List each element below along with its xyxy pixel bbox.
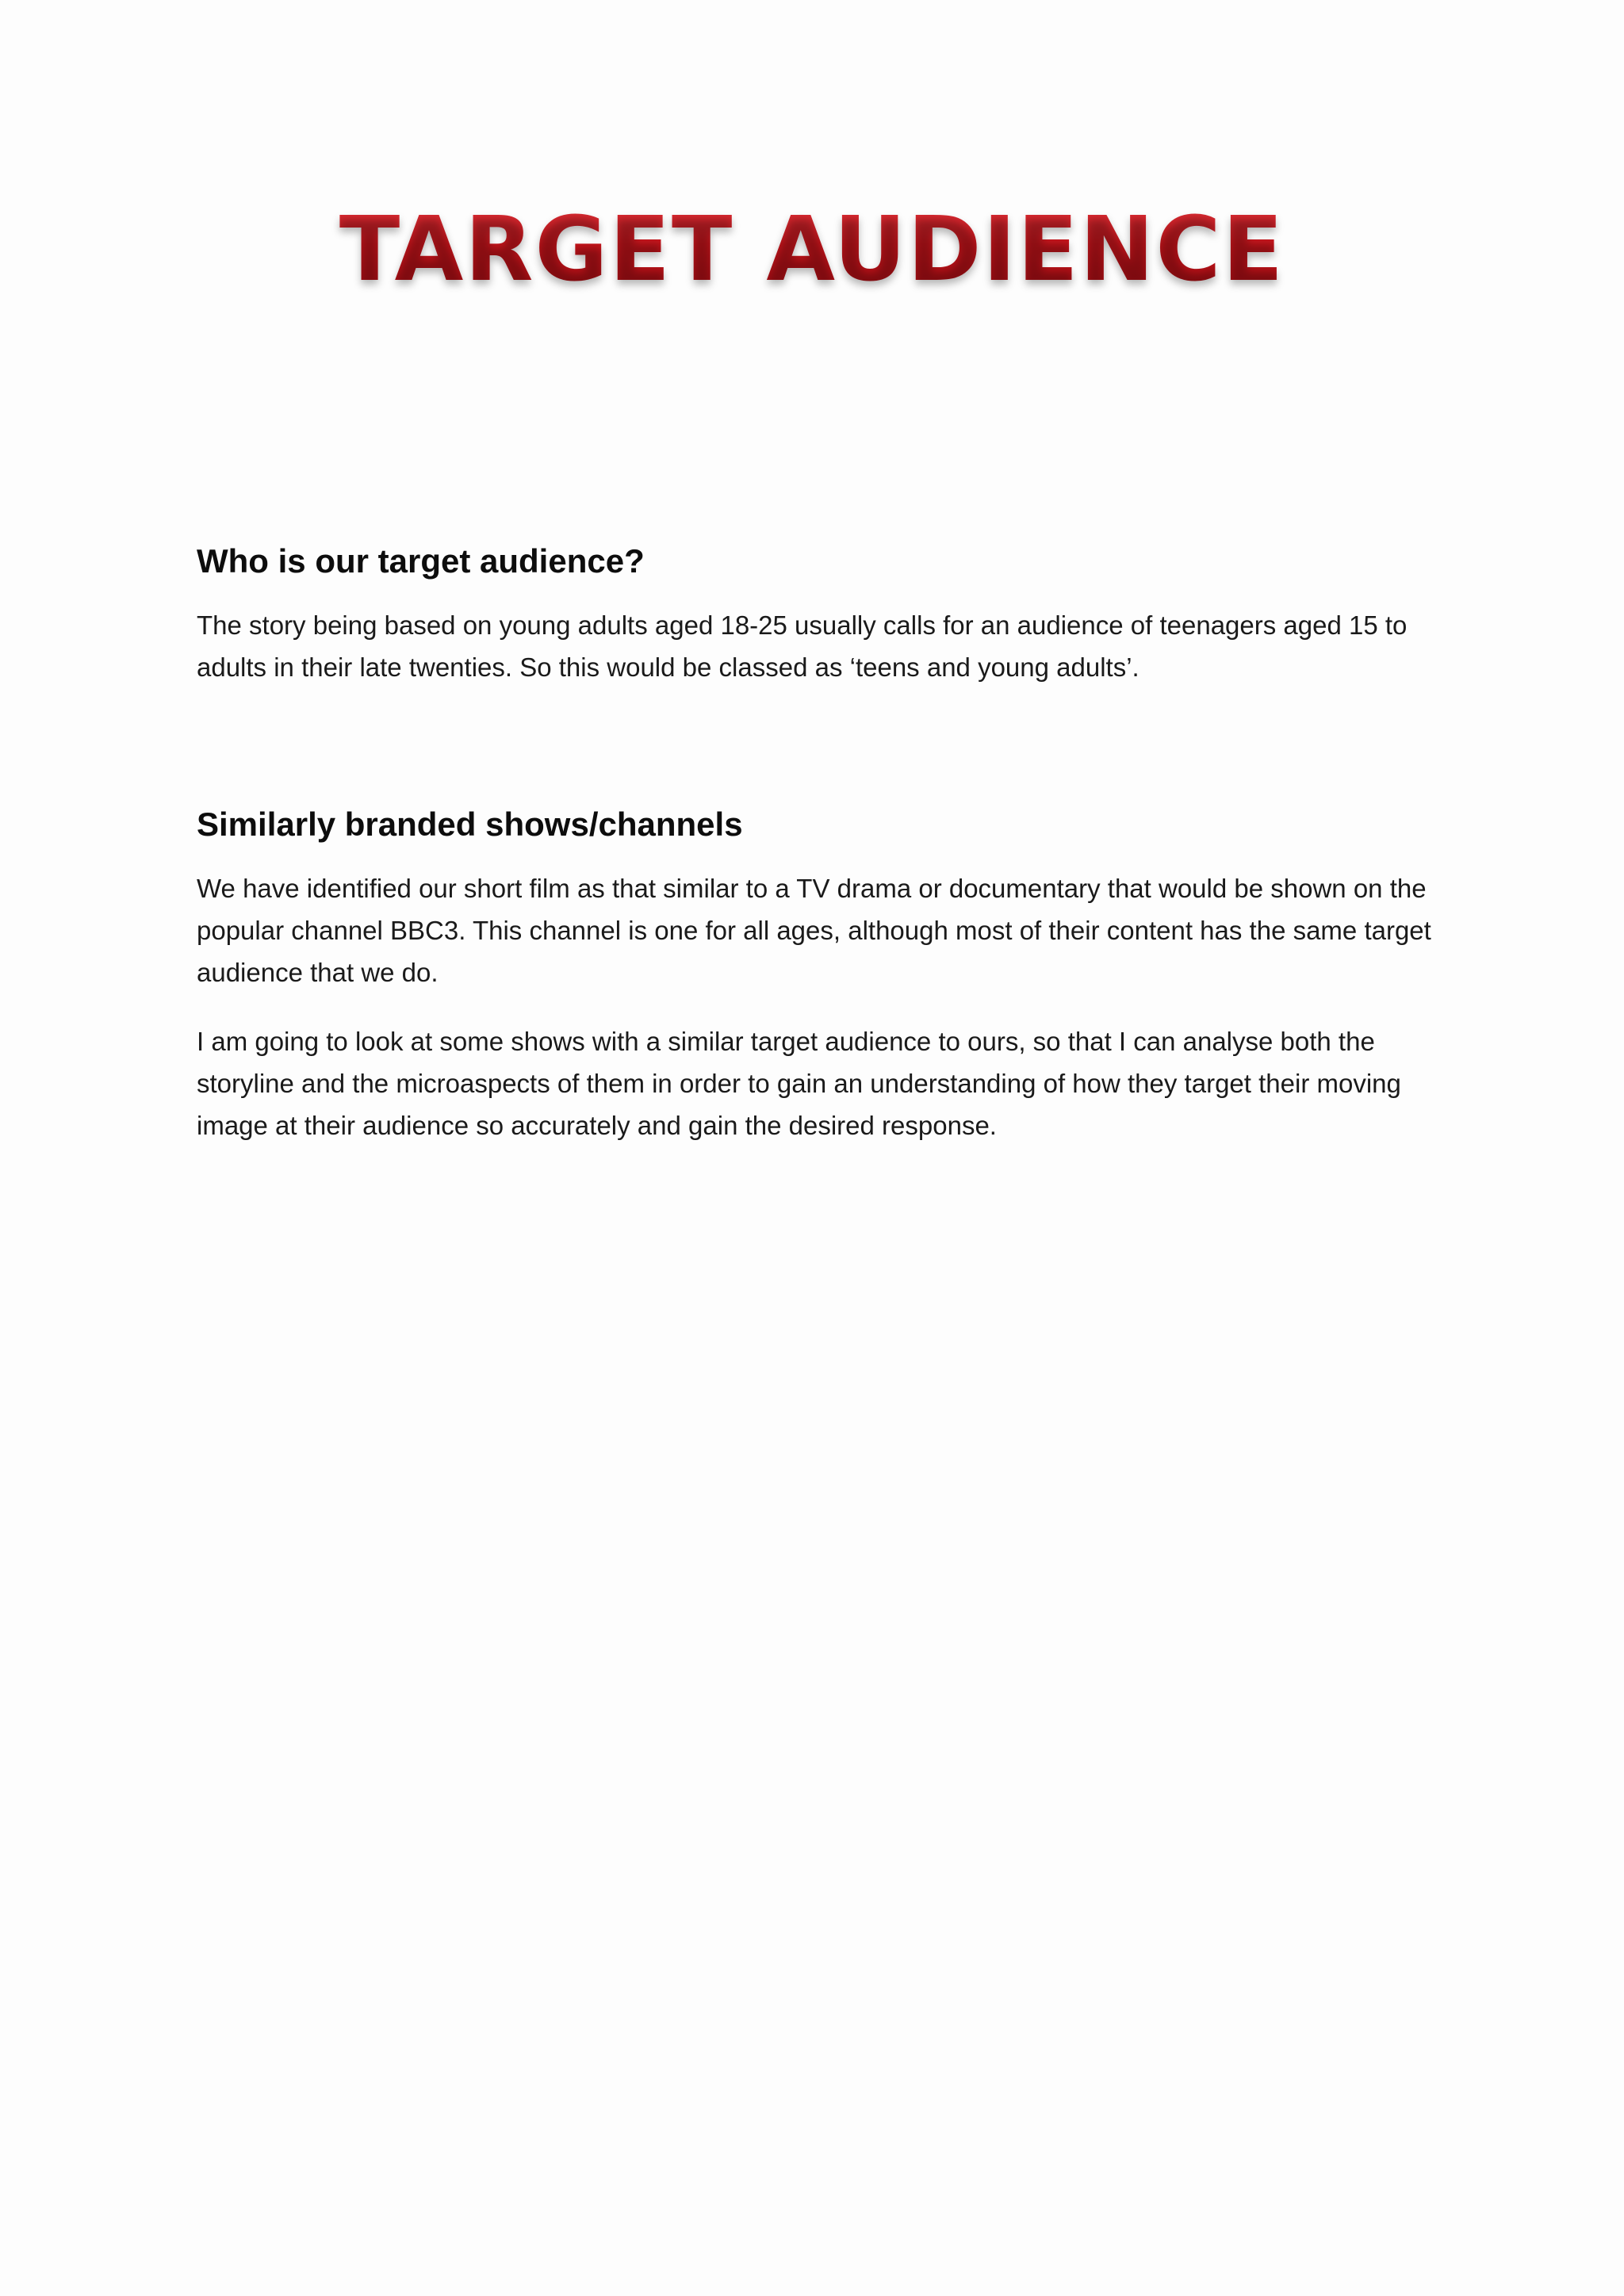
- section-heading: Similarly branded shows/channels: [197, 806, 743, 843]
- section-heading: Who is our target audience?: [197, 542, 645, 580]
- title-banner: [0, 198, 1624, 301]
- section-target-audience: [197, 539, 1450, 688]
- section-spacer: [197, 715, 1450, 802]
- page-title: TARGET AUDIENCE: [339, 198, 1285, 301]
- paragraph: We have identified our short film as that similar to a TV drama or documentary that would be shown on the popular channel BBC3. This channel is one for all ages, although most of their content has the same target audience that we do.: [197, 874, 1431, 987]
- section-similar-shows: [197, 802, 1450, 1146]
- paragraph: I am going to look at some shows with a similar target audience to ours, so that I can analyse both the storyline and the microaspects of them in order to gain an understanding of how they target their moving image at their audience so accurately and gain the desired response.: [197, 1027, 1401, 1140]
- paragraph: The story being based on young adults aged 18-25 usually calls for an audience of teenagers aged 15 to adults in their late twenties. So this would be classed as ‘teens and young adults’.: [197, 610, 1408, 682]
- document-body: [197, 539, 1450, 1173]
